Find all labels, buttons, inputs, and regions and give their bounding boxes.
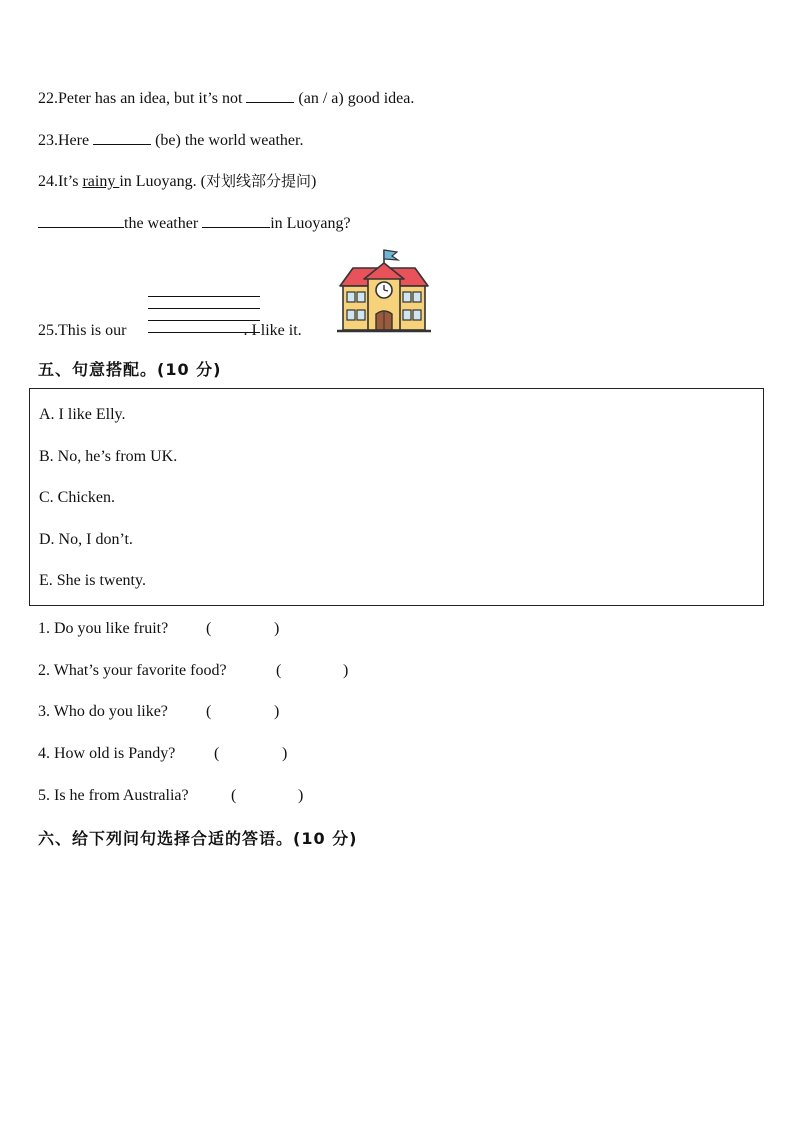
question-text: . I like it. [243,322,302,339]
section-title: 六、给下列问句选择合适的答语。(10 分) [38,829,358,848]
question-text: 2. What’s your favorite food? [38,662,227,679]
writing-line [148,308,260,309]
question-23 [38,130,303,151]
option-e: E. She is twenty. [39,572,146,589]
match-question-3 [38,702,280,722]
section-title: 五、句意搭配。(10 分) [38,360,222,379]
question-text: ) [311,173,317,190]
options-box [29,388,764,606]
match-question-5 [38,786,304,806]
instruction-text: 对划线部分提问 [205,172,311,190]
question-text: Peter has an idea, but it’s not [58,90,247,107]
paren-close: ) [343,662,349,679]
answer-blank[interactable] [246,88,294,103]
question-number: 22. [38,90,58,107]
question-text: (an / a) good idea. [294,90,415,107]
match-question-1 [38,619,280,639]
paren-open: ( [276,662,282,679]
question-text: This is our [58,322,131,339]
question-number: 23. [38,132,58,149]
paren-open: ( [206,620,212,637]
option-d: D. No, I don’t. [39,531,133,548]
question-number: 25. [38,322,58,339]
writing-line [148,296,260,297]
question-text: 4. How old is Pandy? [38,745,176,762]
option-b: B. No, he’s from UK. [39,448,178,465]
paren-close: ) [274,620,280,637]
question-24-rewrite [38,213,351,234]
paren-close: ) [298,787,304,804]
question-text: the weather [124,215,203,232]
question-text: 5. Is he from Australia? [38,787,189,804]
question-22 [38,88,414,109]
question-text: in Luoyang. ( [119,173,206,190]
school-building-icon [337,246,431,336]
question-text: 1. Do you like fruit? [38,620,169,637]
question-text: 3. Who do you like? [38,703,168,720]
paren-open: ( [214,745,220,762]
question-text: Here [58,132,94,149]
question-number: 24. [38,173,58,190]
answer-blank[interactable] [202,213,270,228]
question-text: (be) the world weather. [151,132,304,149]
option-a: A. I like Elly. [39,406,126,423]
paren-open: ( [206,703,212,720]
paren-close: ) [274,703,280,720]
underlined-word: rainy [82,173,120,190]
answer-blank[interactable] [93,130,151,145]
question-25 [38,321,302,341]
question-24 [38,171,316,192]
question-text: in Luoyang? [270,215,351,232]
option-c: C. Chicken. [39,489,115,506]
match-question-4 [38,744,288,764]
paren-close: ) [282,745,288,762]
question-text: It’s [58,173,83,190]
paren-open: ( [231,787,237,804]
match-question-2 [38,661,349,681]
answer-blank[interactable] [38,213,124,228]
